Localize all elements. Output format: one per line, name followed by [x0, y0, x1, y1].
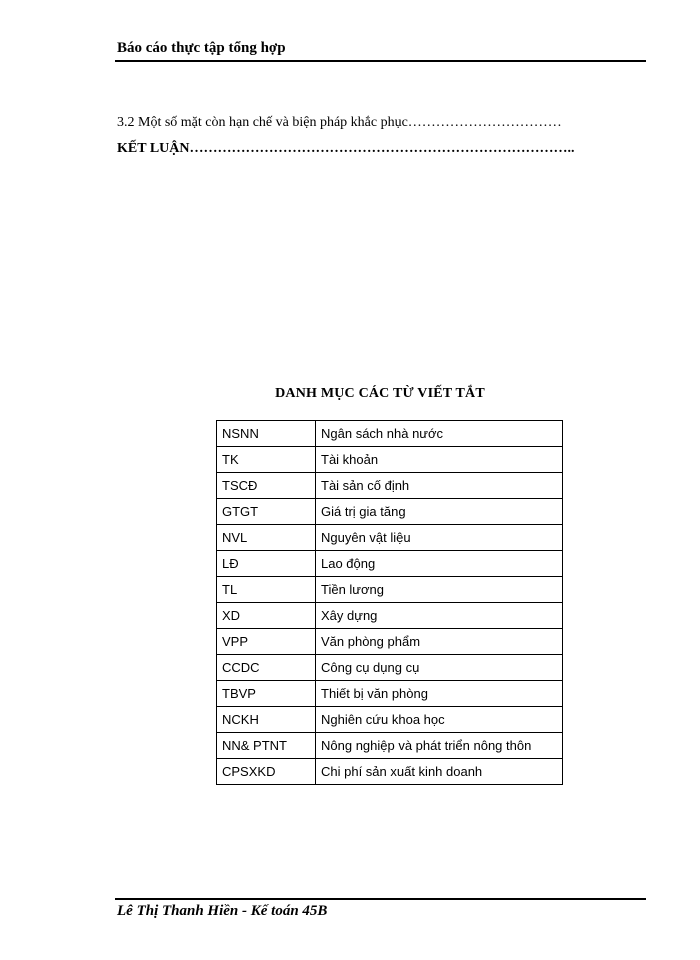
abbreviation-meaning: Nghiên cứu khoa học: [316, 707, 563, 733]
header-divider: [115, 60, 646, 62]
abbreviation-code: LĐ: [217, 551, 316, 577]
abbreviation-meaning: Xây dựng: [316, 603, 563, 629]
footer-divider: [115, 898, 646, 900]
abbreviation-meaning: Ngân sách nhà nước: [316, 421, 563, 447]
abbreviation-meaning: Công cụ dụng cụ: [316, 655, 563, 681]
abbreviation-meaning: Nông nghiệp và phát triển nông thôn: [316, 733, 563, 759]
abbreviation-code: TBVP: [217, 681, 316, 707]
table-row: [217, 551, 563, 577]
table-row: [217, 447, 563, 473]
abbreviation-code: TK: [217, 447, 316, 473]
abbreviation-meaning: Giá trị gia tăng: [316, 499, 563, 525]
table-row: [217, 629, 563, 655]
abbreviation-meaning: Chi phí sản xuất kinh doanh: [316, 759, 563, 785]
abbreviation-code: NVL: [217, 525, 316, 551]
page-footer-author: Lê Thị Thanh Hiền - Kế toán 45B: [117, 903, 328, 919]
table-row: [217, 733, 563, 759]
abbreviation-code: CCDC: [217, 655, 316, 681]
table-row: [217, 655, 563, 681]
abbreviation-meaning: Tài khoản: [316, 447, 563, 473]
table-row: [217, 421, 563, 447]
table-row: [217, 577, 563, 603]
table-row: [217, 759, 563, 785]
toc-entry: 3.2 Một số mặt còn hạn chế và biện pháp khắc phục……………………………: [117, 115, 562, 130]
abbreviation-meaning: Tiền lương: [316, 577, 563, 603]
table-row: [217, 707, 563, 733]
abbreviation-code: TL: [217, 577, 316, 603]
abbreviation-code: NCKH: [217, 707, 316, 733]
abbreviations-title: DANH MỤC CÁC TỪ VIẾT TẮT: [275, 386, 485, 401]
table-row: [217, 499, 563, 525]
abbreviation-code: CPSXKD: [217, 759, 316, 785]
page-header-title: Báo cáo thực tập tổng hợp: [117, 40, 286, 56]
toc-entry: KẾT LUẬN………………………………………………………………………..: [117, 141, 575, 156]
table-row: [217, 681, 563, 707]
abbreviations-table: [216, 420, 563, 785]
table-row: [217, 603, 563, 629]
abbreviation-meaning: Văn phòng phẩm: [316, 629, 563, 655]
abbreviation-meaning: Lao động: [316, 551, 563, 577]
abbreviation-code: NSNN: [217, 421, 316, 447]
abbreviation-code: NN& PTNT: [217, 733, 316, 759]
abbreviation-code: TSCĐ: [217, 473, 316, 499]
abbreviation-code: XD: [217, 603, 316, 629]
abbreviation-code: VPP: [217, 629, 316, 655]
abbreviation-meaning: Thiết bị văn phòng: [316, 681, 563, 707]
abbreviation-meaning: Nguyên vật liệu: [316, 525, 563, 551]
table-row: [217, 525, 563, 551]
abbreviation-code: GTGT: [217, 499, 316, 525]
abbreviation-meaning: Tài sản cố định: [316, 473, 563, 499]
table-row: [217, 473, 563, 499]
